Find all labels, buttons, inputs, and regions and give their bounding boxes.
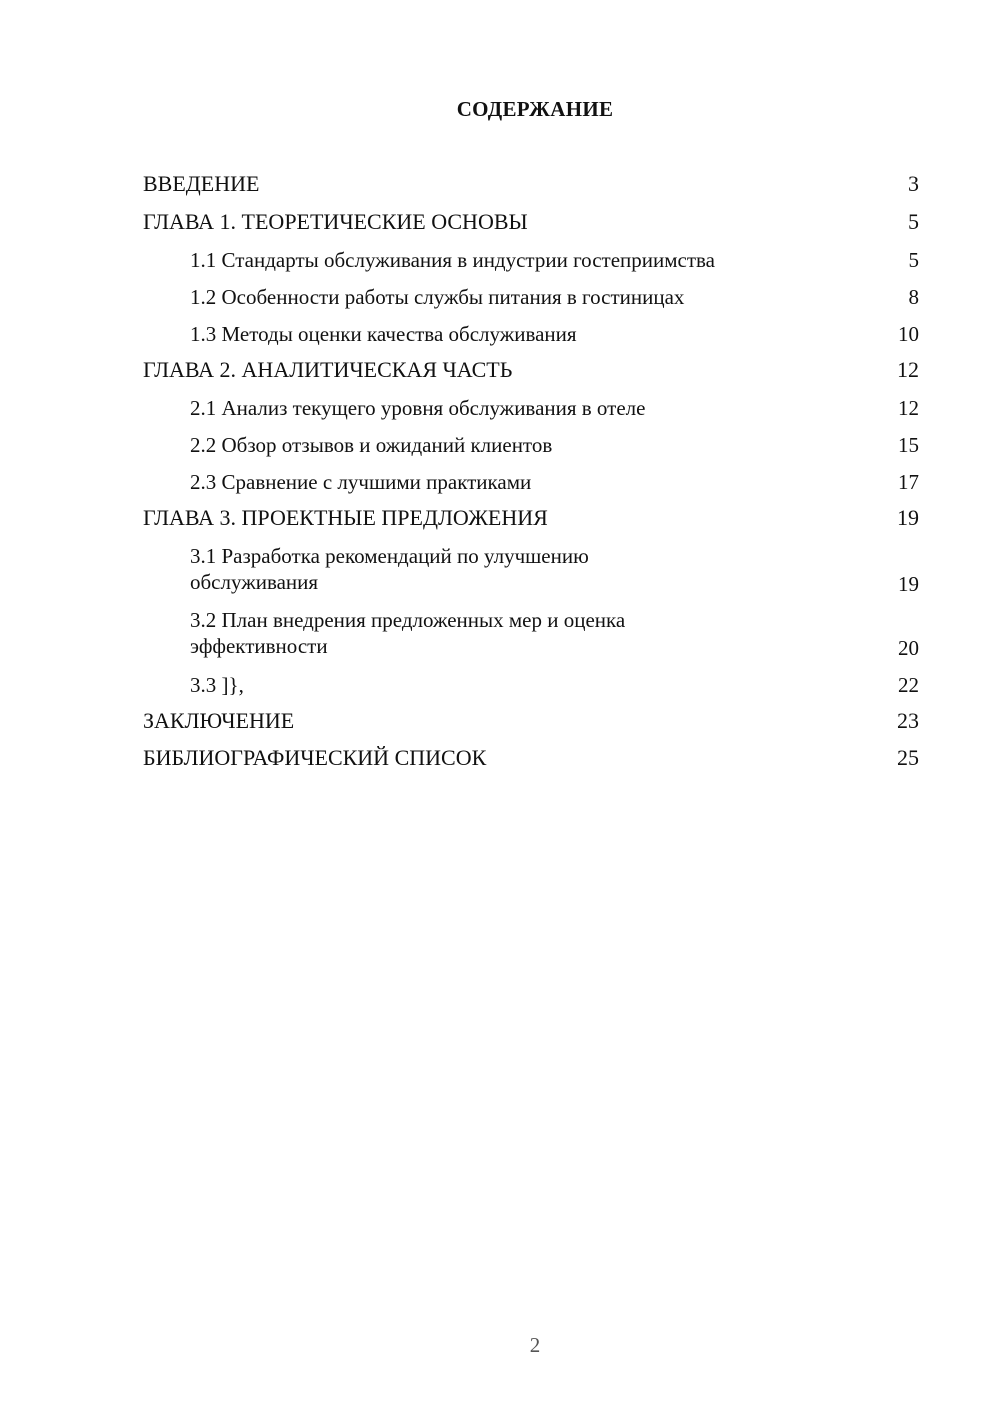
- toc-entry-page: 22: [898, 673, 919, 697]
- toc-entry-section-1-3: [143, 321, 919, 347]
- toc-entry-page: 10: [898, 322, 919, 346]
- toc-entry-label: ГЛАВА 3. ПРОЕКТНЫЕ ПРЕДЛОЖЕНИЯ: [143, 505, 548, 530]
- toc-entry-label: 3.3 ]},: [190, 673, 244, 697]
- toc-entry-page: 12: [897, 357, 919, 382]
- toc-entry-section-1-2: [143, 284, 919, 310]
- toc-entry-page: 3: [908, 171, 919, 196]
- toc-entry-label: 1.3 Методы оценки качества обслуживания: [190, 322, 577, 346]
- toc-entry-label: 3.2 План внедрения предложенных мер и оценка эффективности: [190, 608, 626, 658]
- toc-entry-section-3-1: [143, 543, 919, 597]
- toc-entry-bibliography: [143, 745, 919, 771]
- toc-entry-page: 5: [908, 248, 919, 272]
- toc-entry-page: 17: [898, 470, 919, 494]
- toc-entry-page: 19: [897, 505, 919, 530]
- page-number: 2: [529, 1333, 541, 1357]
- toc-entry-page: 20: [898, 636, 919, 660]
- toc-entry-label: ГЛАВА 1. ТЕОРЕТИЧЕСКИЕ ОСНОВЫ: [143, 209, 528, 234]
- toc-entry-chapter-1: [143, 209, 919, 235]
- page-title: СОДЕРЖАНИЕ: [456, 97, 614, 121]
- toc-entry-label: ВВЕДЕНИЕ: [143, 171, 260, 196]
- toc-entry-label: 2.2 Обзор отзывов и ожиданий клиентов: [190, 433, 553, 457]
- toc-entry-label: ЗАКЛЮЧЕНИЕ: [143, 708, 295, 733]
- toc-entry-page: 23: [897, 708, 919, 733]
- toc-entry-label: 2.3 Сравнение с лучшими практиками: [190, 470, 532, 494]
- toc-entry-label: 1.2 Особенности работы службы питания в гостиницах: [190, 285, 685, 309]
- toc-entry-section-1-1: [143, 247, 919, 273]
- toc-entry-section-2-3: [143, 469, 919, 495]
- toc-entry-section-3-2: [143, 607, 919, 661]
- toc-entry-label: БИБЛИОГРАФИЧЕСКИЙ СПИСОК: [143, 745, 487, 770]
- toc-entry-chapter-2: [143, 357, 919, 383]
- toc-entry-label: 1.1 Стандарты обслуживания в индустрии гостеприимства: [190, 248, 715, 272]
- toc-entry-label: ГЛАВА 2. АНАЛИТИЧЕСКАЯ ЧАСТЬ: [143, 357, 513, 382]
- toc-entry-conclusion: [143, 708, 919, 734]
- toc-entry-label: 2.1 Анализ текущего уровня обслуживания в отеле: [190, 396, 646, 420]
- toc-entry-page: 25: [897, 745, 919, 770]
- toc-entry-introduction: [143, 171, 919, 197]
- toc-entry-page: 19: [898, 572, 919, 596]
- toc-entry-section-3-3: [143, 672, 919, 698]
- toc-entry-page: 15: [898, 433, 919, 457]
- toc-entry-chapter-3: [143, 505, 919, 531]
- toc-entry-page: 8: [908, 285, 919, 309]
- toc-entry-page: 12: [898, 396, 919, 420]
- toc-entry-section-2-2: [143, 432, 919, 458]
- toc-entry-section-2-1: [143, 395, 919, 421]
- toc-entry-page: 5: [908, 209, 919, 234]
- toc-entry-label: 3.1 Разработка рекомендаций по улучшению обслуживания: [190, 544, 589, 594]
